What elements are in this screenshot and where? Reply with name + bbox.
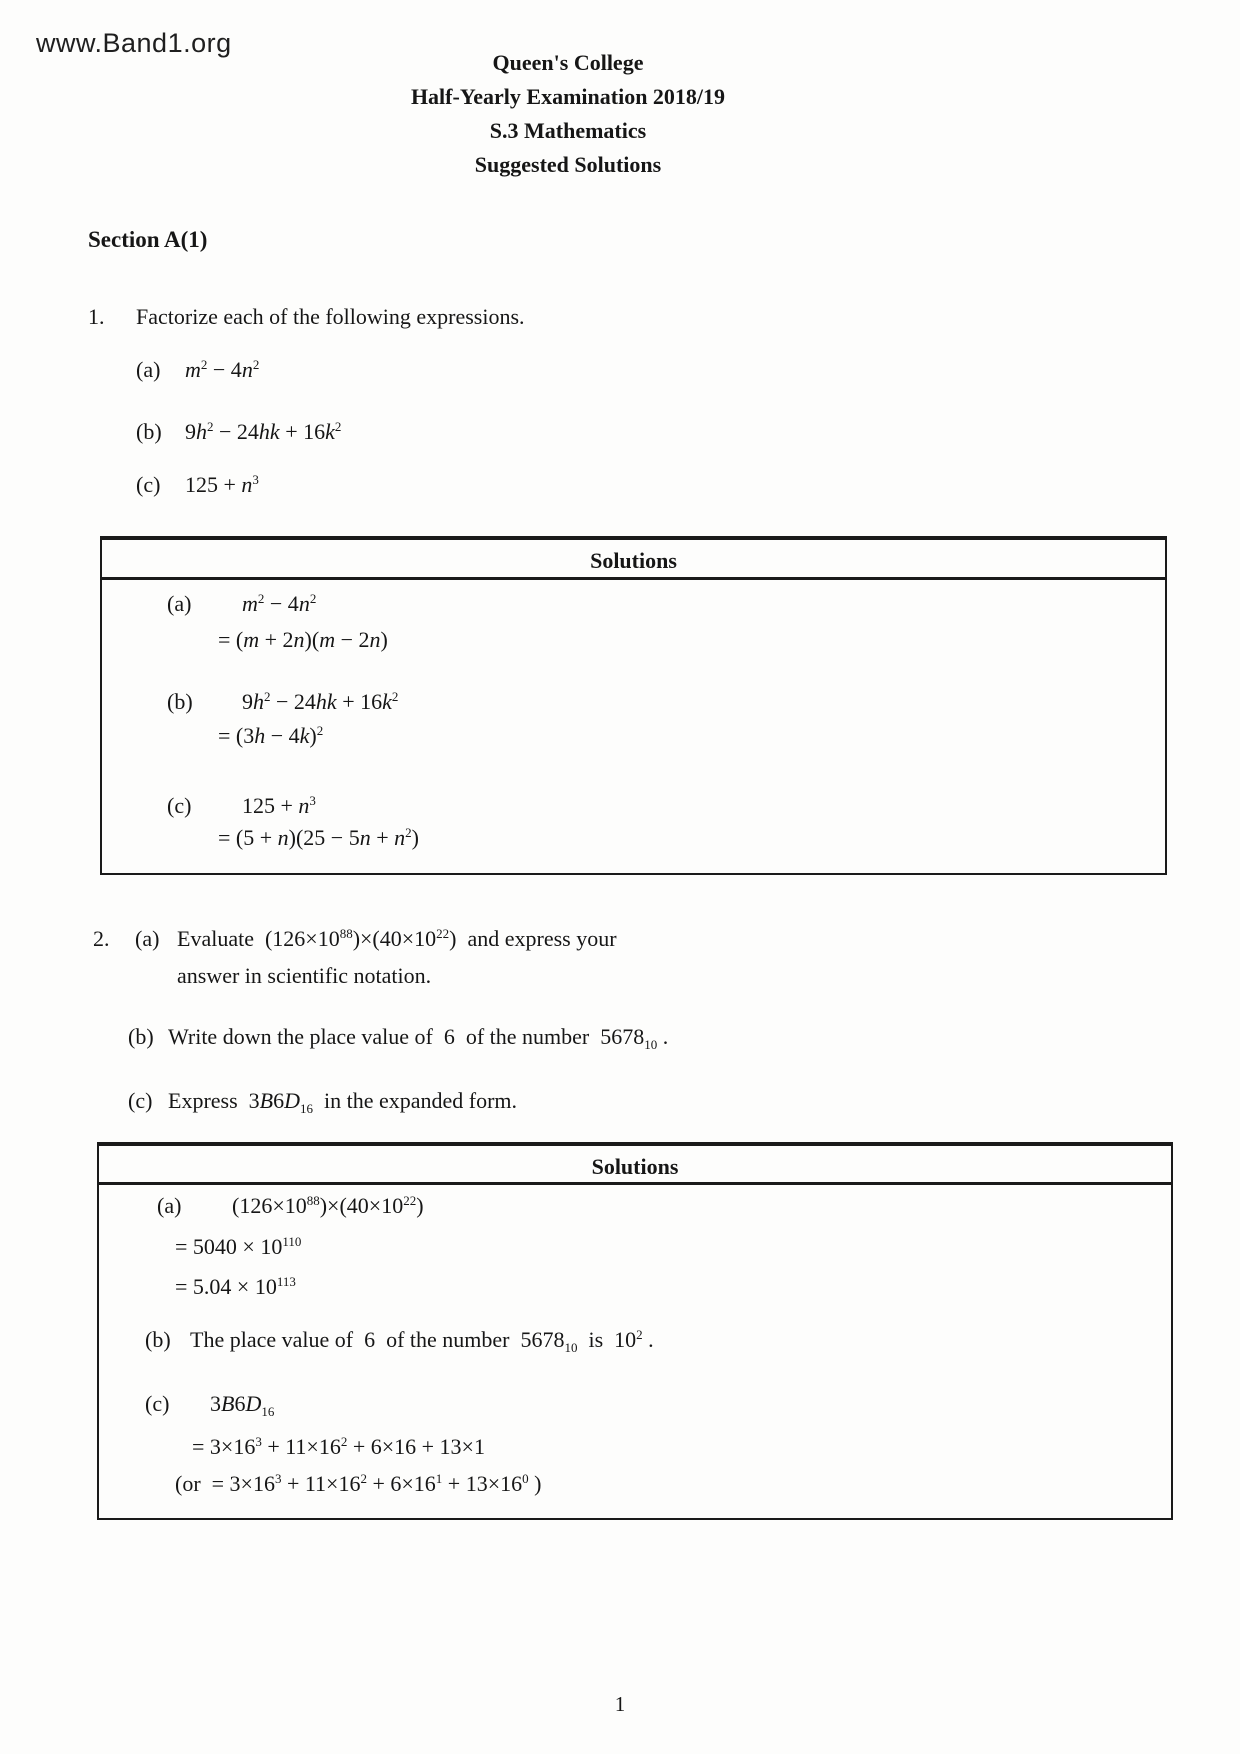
solutions2-divider xyxy=(97,1182,1173,1185)
watermark: www.Band1.org xyxy=(36,28,232,58)
sol1c-line1: $125 + n^3$ xyxy=(242,793,316,818)
sol1c-line2: = $(5 + n)(25 - 5n + n^2)$ xyxy=(218,825,419,850)
sol1b-label: (b) xyxy=(167,689,193,714)
q2a-line1: Evaluate $(126\times 10^{88})\times(40\times 10^{22})$ and express your xyxy=(177,926,617,951)
q2c-label: (c) xyxy=(128,1088,153,1113)
q1c-label: (c) xyxy=(136,472,161,497)
q1b-label: (b) xyxy=(136,419,162,444)
sol2c-label: (c) xyxy=(145,1391,170,1416)
q1a-expression: $m^2 - 4n^2$ xyxy=(185,357,260,382)
sol2a-line1: $(126\times 10^{88})\times(40\times 10^{22})$ xyxy=(232,1193,424,1218)
q1-prompt: Factorize each of the following expressions. xyxy=(136,304,525,329)
q2c-text: Express $3B6D_{16}$ in the expanded form. xyxy=(168,1088,518,1116)
q1a-label: (a) xyxy=(136,357,161,382)
sol2a-label: (a) xyxy=(157,1193,182,1218)
q2b-text: Write down the place value of 6 of the number $5678_{10}$ . xyxy=(168,1024,669,1052)
solutions2-title: Solutions xyxy=(591,1154,679,1179)
sol2c-line2: = $3\times 16^3 + 11\times 16^2 + 6\times 16 + 13\times 1$ xyxy=(192,1434,485,1459)
sol1b-line1: $9h^2 - 24hk + 16k^2$ xyxy=(242,689,399,714)
q2a-line2: answer in scientific notation. xyxy=(177,963,432,988)
sol2c-line3: ($or = 3\times 16^3 + 11\times 16^2 + 6\times 16^1 + 13\times 16^0$ ) xyxy=(175,1471,542,1496)
school-name: Queen's College xyxy=(492,50,644,75)
q2b-label: (b) xyxy=(128,1024,154,1049)
sol2c-line1: $3B6D_{16}$ xyxy=(210,1391,275,1419)
sol1a-label: (a) xyxy=(167,591,192,616)
sol1a-line2: = (m + 2n)(m − 2n) xyxy=(218,627,388,652)
sol2a-line2: = $5040 \times 10^{110}$ xyxy=(175,1234,302,1259)
sol1b-line2: = $(3h - 4k)^2$ xyxy=(218,723,324,748)
q2-number: 2. xyxy=(93,926,110,951)
sol1c-label: (c) xyxy=(167,793,192,818)
q1b-expression: $9h^2 - 24hk + 16k^2$ xyxy=(185,419,342,444)
doc-type-line: Suggested Solutions xyxy=(474,152,662,177)
subject-line: S.3 Mathematics xyxy=(489,118,647,143)
sol2b-label: (b) xyxy=(145,1327,171,1352)
doc-header xyxy=(0,46,1136,182)
page-number: 1 xyxy=(614,1692,626,1716)
section-title: Section A(1) xyxy=(88,227,208,252)
q2a-label: (a) xyxy=(135,926,160,951)
solutions1-divider xyxy=(100,577,1167,580)
sol2b-text: The place value of 6 of the number $5678_{10}$ is $10^2$ . xyxy=(190,1327,654,1355)
sol1a-line1: $m^2 - 4n^2$ xyxy=(242,591,317,616)
exam-title: Half-Yearly Examination 2018/19 xyxy=(410,84,726,109)
solutions1-title: Solutions xyxy=(590,548,677,573)
sol2a-line3: = $5.04 \times 10^{113}$ xyxy=(175,1274,296,1299)
q1c-expression: $125 + n^3$ xyxy=(185,472,259,497)
q1-number: 1. xyxy=(88,304,105,329)
